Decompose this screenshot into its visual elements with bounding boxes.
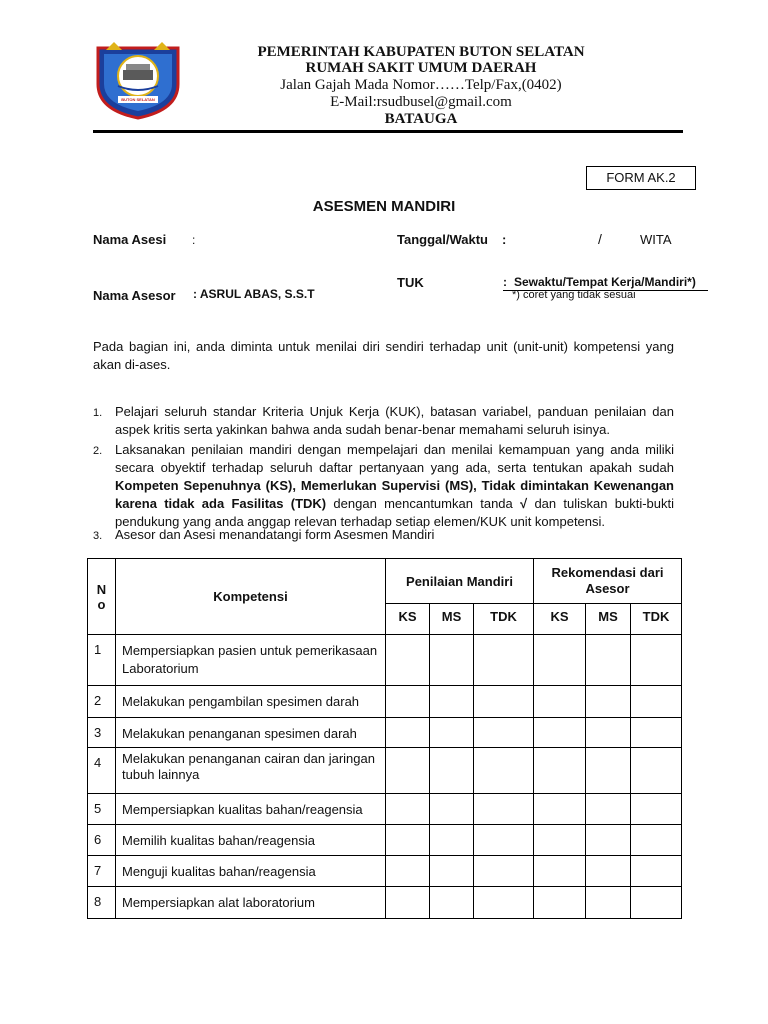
nama-asesi-colon: : — [192, 233, 196, 247]
instruction-2-text — [115, 441, 674, 531]
instruction-2-part-a: Laksanakan penilaian mandiri dengan mempelajari dan menilai kemampuan yang anda miliki secara obyektif terhadap seluruh daftar pertanyaan yang ada, serta tentukan apakah sudah — [115, 442, 674, 475]
competency-text: Mempersiapkan pasien untuk pemerikasaan Laboratorium — [116, 635, 386, 686]
checkbox-cell[interactable] — [534, 635, 586, 686]
assessment-table — [87, 558, 682, 919]
table-row — [88, 748, 682, 794]
tanggal-label: Tanggal/Waktu — [397, 232, 488, 247]
checkbox-cell[interactable] — [386, 686, 430, 718]
tuk-value: Sewaktu/Tempat Kerja/Mandiri*) — [514, 275, 696, 289]
tanggal-colon: : — [502, 232, 507, 247]
checkbox-cell[interactable] — [430, 718, 474, 748]
column-header-no — [88, 559, 116, 635]
checkbox-cell[interactable] — [534, 856, 586, 887]
instruction-3-text: Asesor dan Asesi menandatangi form Asesmen Mandiri — [115, 527, 435, 542]
column-header-no-line-1: N — [96, 581, 107, 597]
checkbox-cell[interactable] — [586, 887, 631, 919]
subheader-ms-asesor: MS — [586, 604, 631, 635]
subheader-tdk: TDK — [474, 604, 534, 635]
checkbox-cell[interactable] — [586, 686, 631, 718]
instruction-3 — [115, 526, 674, 544]
row-number: 5 — [88, 794, 116, 825]
checkbox-cell[interactable] — [386, 748, 430, 794]
checkbox-cell[interactable] — [430, 794, 474, 825]
instruction-2-part-bold: Kompeten Sepenuhnya (KS), Memerlukan Supervisi (MS), Tidak dimintakan Kewenangan karena tidak ada Fasilitas (TDK) — [115, 478, 674, 511]
checkbox-cell[interactable] — [386, 887, 430, 919]
subheader-tdk-asesor: TDK — [631, 604, 682, 635]
checkbox-cell[interactable] — [534, 825, 586, 856]
letterhead-city: BATAUGA — [384, 111, 458, 127]
checkbox-cell[interactable] — [474, 856, 534, 887]
checkbox-cell[interactable] — [430, 748, 474, 794]
form-code-box: FORM AK.2 — [586, 166, 696, 190]
competency-text: Melakukan pengambilan spesimen darah — [116, 686, 386, 718]
row-number: 4 — [88, 748, 116, 794]
row-number: 1 — [88, 635, 116, 686]
checkbox-cell[interactable] — [631, 718, 682, 748]
checkbox-cell[interactable] — [631, 825, 682, 856]
checkbox-cell[interactable] — [631, 856, 682, 887]
checkbox-cell[interactable] — [430, 887, 474, 919]
competency-text: Melakukan penanganan spesimen darah — [116, 718, 386, 748]
column-header-kompetensi: Kompetensi — [116, 559, 386, 635]
checkbox-cell[interactable] — [474, 887, 534, 919]
column-header-rekomendasi: Rekomendasi dari Asesor — [534, 559, 682, 604]
subheader-ms: MS — [430, 604, 474, 635]
table-row — [88, 887, 682, 919]
tanggal-wita: WITA — [640, 232, 672, 247]
checkbox-cell[interactable] — [474, 748, 534, 794]
checkbox-cell[interactable] — [430, 686, 474, 718]
checkbox-cell[interactable] — [534, 686, 586, 718]
competency-text: Memilih kualitas bahan/reagensia — [116, 825, 386, 856]
instruction-3-number: 3. — [93, 530, 103, 542]
instruction-1-number: 1. — [93, 407, 103, 419]
table-row — [88, 856, 682, 887]
instruction-2 — [115, 441, 674, 531]
competency-text: Mempersiapkan alat laboratorium — [116, 887, 386, 919]
competency-text: Menguji kualitas bahan/reagensia — [116, 856, 386, 887]
checkbox-cell[interactable] — [631, 686, 682, 718]
nama-asesor-label: Nama Asesor — [93, 288, 176, 303]
checkbox-cell[interactable] — [386, 825, 430, 856]
letterhead-divider — [93, 130, 683, 133]
tuk-note: *) coret yang tidak sesuai — [512, 289, 636, 301]
subheader-ks-asesor: KS — [534, 604, 586, 635]
instruction-2-part-d: dan tuliskan bukti-bukti pendukung yang anda anggap relevan terhadap setiap elemen/KUK unit kompetensi. — [115, 496, 674, 529]
table-row — [88, 686, 682, 718]
checkbox-cell[interactable] — [474, 825, 534, 856]
row-number: 6 — [88, 825, 116, 856]
nama-asesor-value: : ASRUL ABAS, S.S.T — [193, 287, 315, 301]
checkbox-cell[interactable] — [534, 794, 586, 825]
tuk-colon: : — [503, 275, 507, 289]
table-row — [88, 718, 682, 748]
row-number: 2 — [88, 686, 116, 718]
row-number: 8 — [88, 887, 116, 919]
letterhead-address: Jalan Gajah Mada Nomor……Telp/Fax,(0402) — [280, 77, 562, 93]
letterhead-line-2: RUMAH SAKIT UMUM DAERAH — [305, 60, 537, 76]
logo-text: BUTON SELATAN — [121, 97, 155, 102]
regency-logo — [90, 40, 186, 120]
table-row — [88, 635, 682, 686]
row-number: 3 — [88, 718, 116, 748]
checkbox-cell[interactable] — [430, 825, 474, 856]
instruction-1 — [115, 403, 674, 439]
tuk-label: TUK — [397, 275, 424, 290]
checkbox-cell[interactable] — [586, 718, 631, 748]
checkbox-cell[interactable] — [534, 887, 586, 919]
checkbox-cell[interactable] — [631, 748, 682, 794]
tanggal-slash: / — [598, 231, 602, 247]
checkbox-cell[interactable] — [386, 856, 430, 887]
column-header-no-line-2: o — [97, 596, 106, 612]
checkbox-cell[interactable] — [586, 825, 631, 856]
checkbox-cell[interactable] — [430, 856, 474, 887]
instruction-2-number: 2. — [93, 445, 103, 457]
checkbox-cell[interactable] — [474, 686, 534, 718]
checkbox-cell[interactable] — [534, 748, 586, 794]
checkbox-cell[interactable] — [386, 718, 430, 748]
checkbox-cell[interactable] — [631, 887, 682, 919]
checkbox-cell[interactable] — [386, 635, 430, 686]
checkbox-cell[interactable] — [586, 856, 631, 887]
checkbox-cell[interactable] — [631, 635, 682, 686]
checkbox-cell[interactable] — [430, 635, 474, 686]
competency-text: Melakukan penanganan cairan dan jaringan tubuh lainnya — [116, 748, 386, 794]
nama-asesi-label: Nama Asesi — [93, 232, 167, 247]
instruction-2-part-c: dengan mencantumkan tanda — [326, 496, 521, 511]
letterhead-email: E-Mail:rsudbusel@gmail.com — [330, 94, 512, 110]
intro-paragraph — [93, 338, 674, 374]
checkbox-cell[interactable] — [631, 794, 682, 825]
letterhead-line-1: PEMERINTAH KABUPATEN BUTON SELATAN — [257, 44, 585, 60]
page-title: ASESMEN MANDIRI — [312, 198, 456, 215]
checkbox-cell[interactable] — [474, 794, 534, 825]
checkbox-cell[interactable] — [534, 718, 586, 748]
intro-text: Pada bagian ini, anda diminta untuk menilai diri sendiri terhadap unit (unit-unit) kompetensi yang akan di-ases. — [93, 339, 674, 372]
competency-text: Mempersiapkan kualitas bahan/reagensia — [116, 794, 386, 825]
column-header-penilaian-mandiri: Penilaian Mandiri — [386, 559, 534, 604]
row-number: 7 — [88, 856, 116, 887]
subheader-ks: KS — [386, 604, 430, 635]
table-row — [88, 825, 682, 856]
checkbox-cell[interactable] — [474, 635, 534, 686]
table-row — [88, 794, 682, 825]
instruction-1-text: Pelajari seluruh standar Kriteria Unjuk Kerja (KUK), batasan variabel, panduan penilaian dan aspek kritis serta yakinkan bahwa anda sudah benar-benar memahami seluruh isinya. — [115, 404, 674, 437]
checkmark-symbol: √ — [520, 496, 528, 511]
checkbox-cell[interactable] — [386, 794, 430, 825]
checkbox-cell[interactable] — [586, 794, 631, 825]
checkbox-cell[interactable] — [586, 748, 631, 794]
checkbox-cell[interactable] — [474, 718, 534, 748]
checkbox-cell[interactable] — [586, 635, 631, 686]
